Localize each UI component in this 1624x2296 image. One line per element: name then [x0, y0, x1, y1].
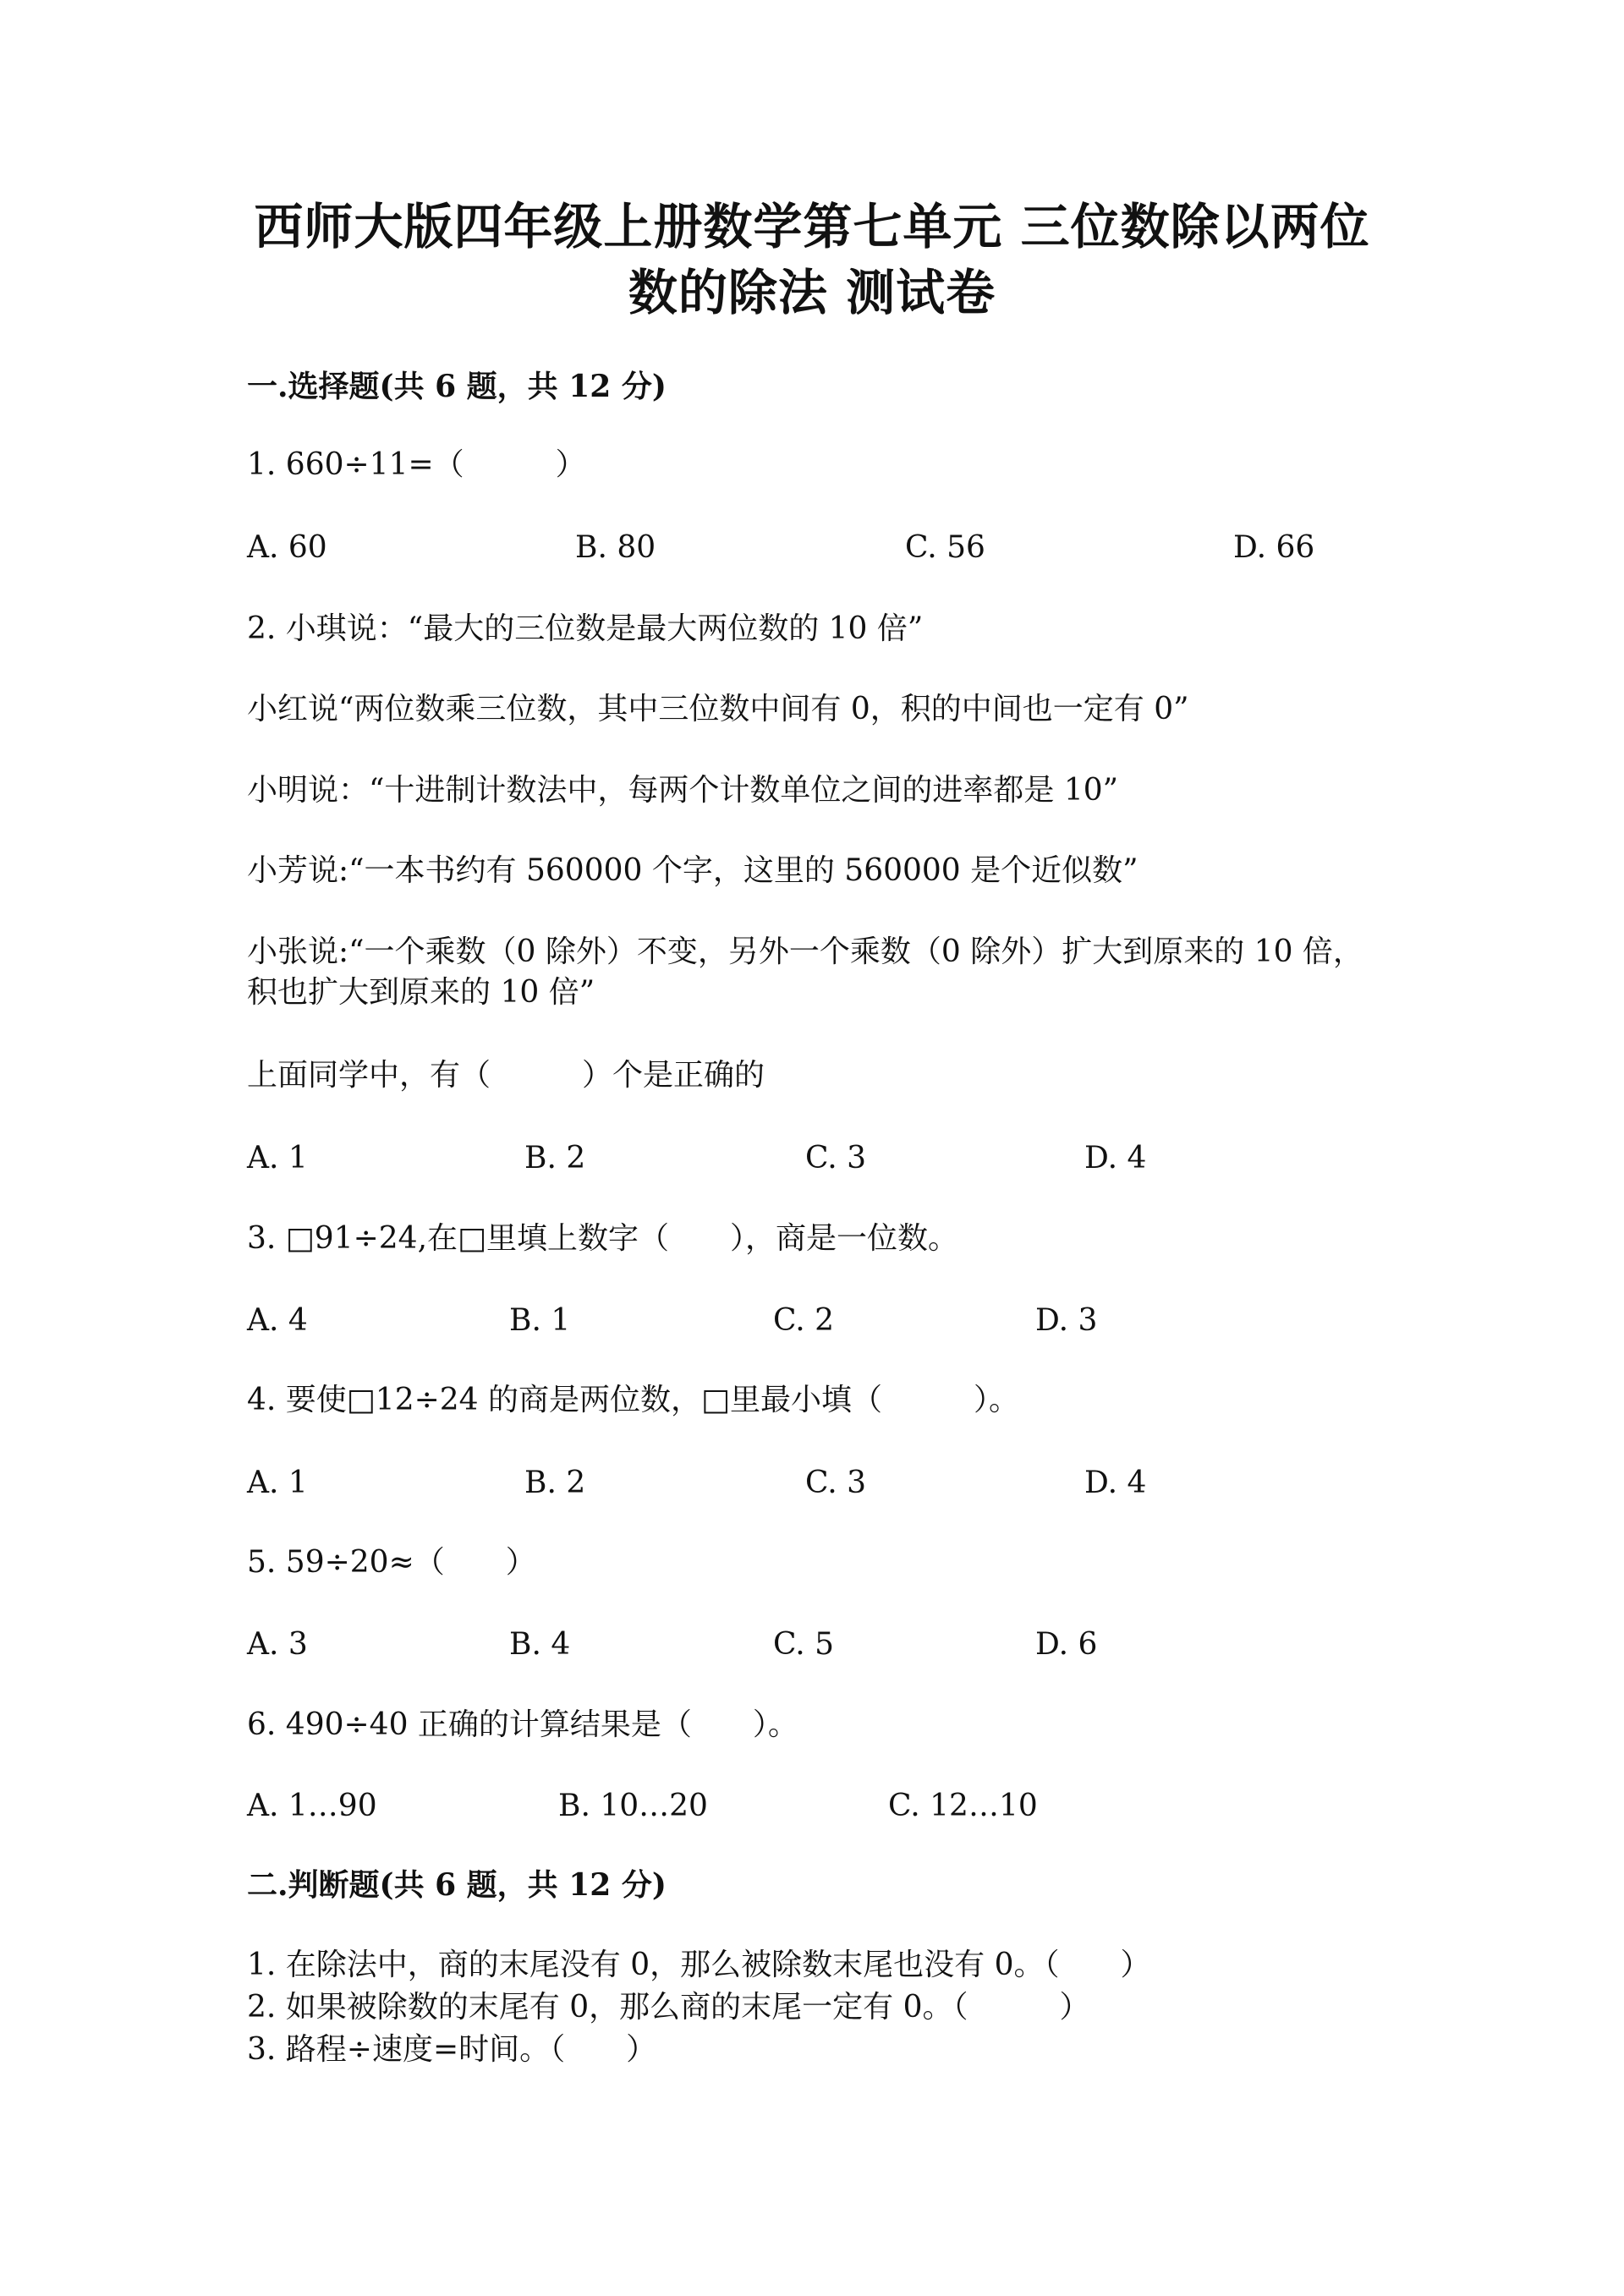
- question-2-line-4: 小张说:“一个乘数（0 除外）不变，另外一个乘数（0 除外）扩大到原来的 10 倍，积也扩大到原来的 10 倍”: [247, 934, 1363, 1010]
- question-2-option-a: A. 1: [247, 1141, 308, 1175]
- judgement-item-3: 3. 路程÷速度=时间。（ ）: [247, 2032, 657, 2067]
- question-4-option-c: C. 3: [805, 1466, 867, 1500]
- question-3-stem: 3. □91÷24,在□里填上数字（ ），商是一位数。: [247, 1221, 959, 1256]
- question-2-line-1: 小红说“两位数乘三位数，其中三位数中间有 0，积的中间也一定有 0”: [247, 692, 1189, 726]
- page-title-line-1: 西师大版四年级上册数学第七单元 三位数除以两位: [254, 198, 1370, 255]
- question-5-option-b: B. 4: [509, 1627, 571, 1662]
- question-2-line-2: 小明说：“十进制计数法中，每两个计数单位之间的进率都是 10”: [247, 773, 1119, 808]
- question-6-option-a: A. 1…90: [247, 1789, 377, 1823]
- question-2-option-b: B. 2: [524, 1141, 586, 1175]
- question-1-option-a: A. 60: [247, 530, 327, 565]
- question-1-option-d: D. 66: [1233, 530, 1315, 565]
- question-3-option-b: B. 1: [509, 1303, 571, 1338]
- question-4-option-a: A. 1: [247, 1466, 308, 1500]
- question-2-stem: 2. 小琪说：“最大的三位数是最大两位数的 10 倍”: [247, 611, 924, 646]
- question-5-option-d: D. 6: [1035, 1627, 1098, 1662]
- page-title-line-2: 数的除法 测试卷: [628, 264, 996, 321]
- question-2-option-c: C. 3: [805, 1141, 867, 1175]
- question-6-stem: 6. 490÷40 正确的计算结果是（ ）。: [247, 1707, 798, 1742]
- question-6-option-b: B. 10…20: [558, 1789, 708, 1823]
- question-2-line-5: 上面同学中，有（ ）个是正确的: [247, 1058, 765, 1093]
- question-4-option-b: B. 2: [524, 1466, 586, 1500]
- question-2-option-d: D. 4: [1084, 1141, 1147, 1175]
- question-1-option-b: B. 80: [575, 530, 656, 565]
- question-4-option-d: D. 4: [1084, 1466, 1147, 1500]
- judgement-item-2: 2. 如果被除数的末尾有 0，那么商的末尾一定有 0。（ ）: [247, 1990, 1090, 2025]
- question-5-option-a: A. 3: [247, 1627, 308, 1662]
- judgement-item-1: 1. 在除法中，商的末尾没有 0，那么被除数末尾也没有 0。（ ）: [247, 1948, 1151, 1982]
- section-heading-judgement: 二.判断题(共 6 题，共 12 分): [247, 1867, 667, 1903]
- question-1-option-c: C. 56: [905, 530, 985, 565]
- question-5-option-c: C. 5: [773, 1627, 835, 1662]
- section-heading-choice: 一.选择题(共 6 题，共 12 分): [247, 369, 667, 404]
- question-3-option-c: C. 2: [773, 1303, 835, 1338]
- question-5-stem: 5. 59÷20≈（ ）: [247, 1545, 536, 1580]
- question-6-option-c: C. 12…10: [888, 1789, 1038, 1823]
- question-2-line-3: 小芳说:“一本书约有 560000 个字，这里的 560000 是个近似数”: [247, 853, 1138, 888]
- question-4-stem: 4. 要使□12÷24 的商是两位数，□里最小填（ ）。: [247, 1383, 1020, 1417]
- question-3-option-a: A. 4: [247, 1303, 308, 1338]
- question-3-option-d: D. 3: [1035, 1303, 1098, 1338]
- question-1-stem: 1. 660÷11=（ ）: [247, 447, 586, 482]
